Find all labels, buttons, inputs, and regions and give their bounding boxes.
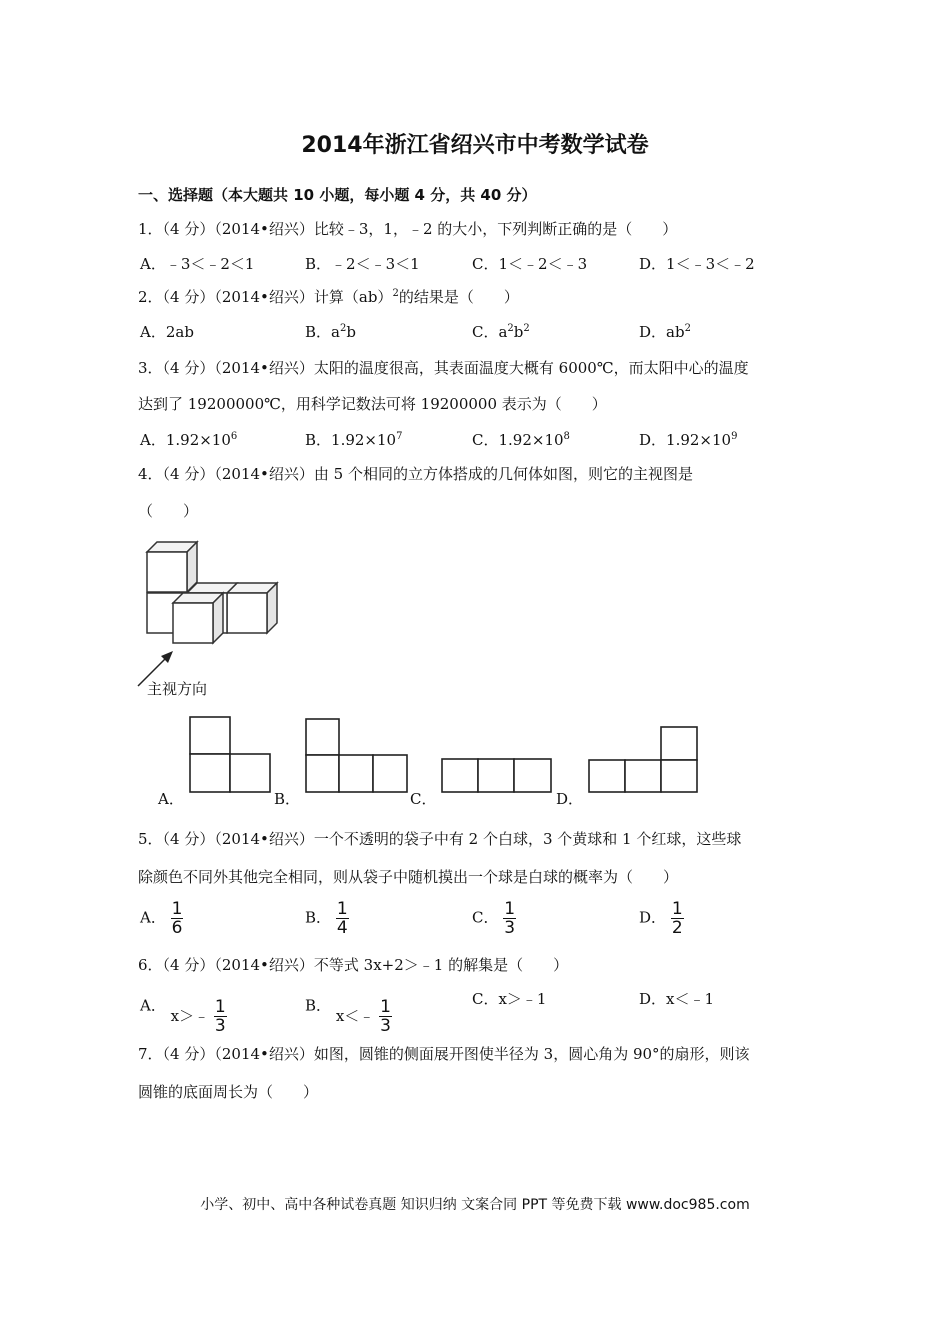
q4-option-c-figure (441, 758, 553, 794)
q6-a-letter: A． (140, 996, 166, 1015)
q3-c-base: C．1.92×10 (472, 431, 564, 449)
q2-c-exponent-1: 2 (507, 323, 514, 334)
question-7-line-1: 7．（4 分）（2014•绍兴）如图，圆锥的侧面展开图使半径为 3，圆心角为 90°的扇形，则该 (138, 1045, 750, 1063)
q2-stem-exponent: 2 (392, 288, 399, 299)
q5-d-letter: D． (639, 908, 667, 927)
q6-a-expression: x＞﹣ (170, 1006, 210, 1025)
q3-b-base: B．1.92×10 (305, 431, 397, 449)
q5-c-denominator: 3 (504, 918, 516, 938)
q6-option-c: C．x＞﹣1 (472, 990, 547, 1008)
page-footer: 小学、初中、高中各种试卷真题 知识归纳 文案合同 PPT 等免费下载 www.doc985.com (200, 1197, 750, 1213)
q1-option-a: A．﹣3＜﹣2＜1 (140, 255, 255, 273)
q2-c-exponent-2: 2 (523, 323, 530, 334)
q3-a-exponent: 6 (230, 431, 238, 442)
section-heading: 一、选择题（本大题共 10 小题，每小题 4 分，共 40 分） (138, 186, 537, 204)
q3-a-base: A．1.92×10 (140, 431, 231, 449)
q5-b-letter: B． (305, 908, 332, 927)
q5-c-fraction (503, 900, 516, 937)
q3-option-a (140, 429, 237, 450)
q2-option-a: A．2ab (140, 323, 194, 341)
q5-d-denominator: 2 (671, 918, 683, 938)
q6-b-numerator: 1 (380, 997, 391, 1017)
q2-stem-tail: 的结果是（ ） (398, 288, 519, 306)
q3-d-exponent: 9 (731, 431, 738, 442)
q5-d-fraction (671, 900, 684, 937)
question-5-line-2: 除颜色不同外其他完全相同，则从袋子中随机摸出一个球是白球的概率为（ ） (138, 868, 679, 886)
q6-option-d: D．x＜﹣1 (639, 990, 715, 1008)
q5-a-letter: A． (140, 908, 166, 927)
q2-b-exponent: 2 (339, 323, 347, 334)
q3-b-exponent: 7 (396, 431, 403, 442)
q4-option-b: B． (274, 790, 301, 808)
q6-b-denominator: 3 (380, 1016, 391, 1036)
q2-d-base: D．ab (639, 323, 685, 341)
q5-b-denominator: 4 (336, 918, 348, 938)
q6-b-expression: x＜﹣ (335, 1006, 375, 1025)
q5-a-fraction (171, 900, 184, 937)
q5-c-letter: C． (472, 908, 499, 927)
q2-option-d (639, 321, 691, 342)
q4-option-a-figure (189, 716, 271, 794)
q3-d-base: D．1.92×10 (639, 431, 732, 449)
q1-option-b: B．﹣2＜﹣3＜1 (305, 255, 420, 273)
q6-b-fraction (379, 998, 392, 1035)
q5-b-fraction (336, 900, 349, 937)
q3-option-d (639, 429, 737, 450)
q1-option-d: D．1＜﹣3＜﹣2 (639, 255, 755, 273)
q5-a-denominator: 6 (171, 918, 183, 938)
q6-a-numerator: 1 (214, 997, 226, 1017)
page-title: 2014年浙江省绍兴市中考数学试卷 (301, 133, 649, 158)
q5-c-numerator: 1 (504, 899, 516, 919)
question-4-line-2: （ ） (138, 502, 199, 520)
q2-c-mid: b (513, 323, 524, 341)
q6-option-a (140, 988, 227, 1036)
q5-option-a (140, 900, 183, 937)
q5-option-d (639, 900, 684, 937)
q2-c-base: C．a (472, 323, 508, 341)
q2-b-tail: b (346, 323, 356, 341)
cube-stack-figure (130, 540, 290, 690)
q6-a-denominator: 3 (214, 1016, 226, 1036)
q3-option-c (472, 429, 570, 450)
q2-option-b (305, 321, 356, 342)
q4-option-d: D． (556, 790, 584, 808)
q5-option-c (472, 900, 516, 937)
question-5-line-1: 5．（4 分）（2014•绍兴）一个不透明的袋子中有 2 个白球，3 个黄球和 1 个红球，这些球 (138, 830, 742, 848)
q2-option-c (472, 321, 530, 342)
q5-option-b (305, 900, 349, 937)
question-2-stem (138, 286, 519, 307)
question-7-line-2: 圆锥的底面周长为（ ） (138, 1083, 319, 1101)
q4-option-d-figure (588, 726, 699, 794)
q4-option-b-figure (305, 718, 409, 794)
question-1-stem: 1．（4 分）（2014•绍兴）比较﹣3，1，﹣2 的大小，下列判断正确的是（ ） (138, 220, 678, 238)
q6-a-fraction (214, 998, 227, 1035)
q2-b-base: B．a (305, 323, 340, 341)
q2-d-exponent: 2 (684, 323, 691, 334)
q6-option-b (305, 988, 392, 1036)
q3-c-exponent: 8 (563, 431, 570, 442)
q4-option-a: A． (158, 790, 184, 808)
view-direction-label: 主视方向 (147, 680, 208, 698)
q5-a-numerator: 1 (171, 899, 183, 919)
question-3-line-1: 3．（4 分）（2014•绍兴）太阳的温度很高，其表面温度大概有 6000℃，而太阳中心的温度 (138, 359, 749, 377)
q5-b-numerator: 1 (336, 899, 348, 919)
q3-option-b (305, 429, 402, 450)
question-4-line-1: 4．（4 分）（2014•绍兴）由 5 个相同的立方体搭成的几何体如图，则它的主视图是 (138, 465, 693, 483)
q4-option-c: C． (410, 790, 437, 808)
question-3-line-2: 达到了 19200000℃，用科学记数法可将 19200000 表示为（ ） (138, 395, 607, 413)
q6-b-letter: B． (305, 996, 332, 1015)
q2-stem-text: 2．（4 分）（2014•绍兴）计算（ab） (138, 288, 393, 306)
q5-d-numerator: 1 (671, 899, 683, 919)
q1-option-c: C．1＜﹣2＜﹣3 (472, 255, 588, 273)
question-6-stem: 6．（4 分）（2014•绍兴）不等式 3x+2＞﹣1 的解集是（ ） (138, 956, 569, 974)
